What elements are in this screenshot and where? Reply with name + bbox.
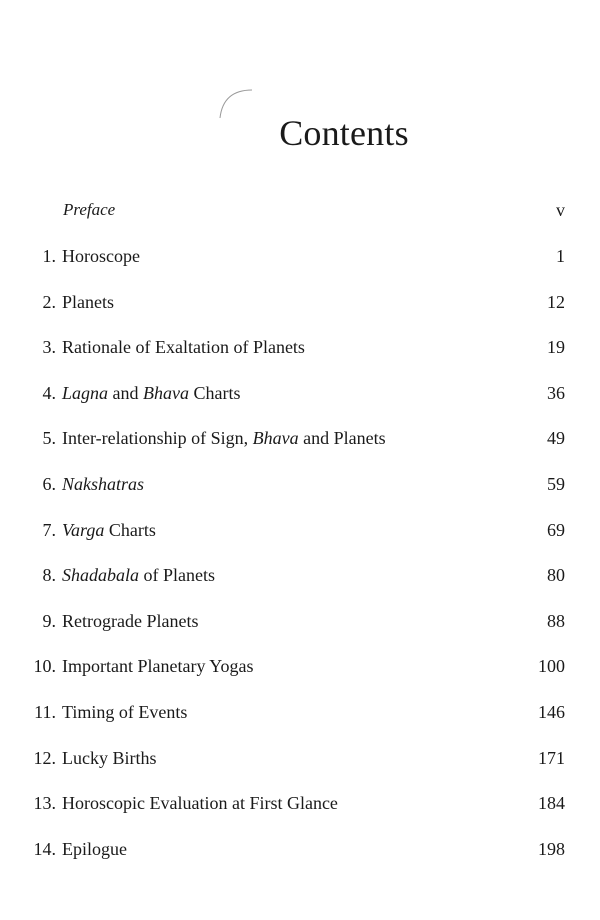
toc-entry-title [62, 697, 187, 727]
toc-entry [0, 651, 600, 681]
toc-entry-page: 12 [547, 291, 565, 312]
toc-entry-title-part: Rationale of Exaltation of Planets [62, 337, 305, 358]
toc-entry-title-part: Retrograde Planets [62, 610, 199, 631]
toc-entry-title [62, 515, 156, 545]
toc-entry-number: 8. [42, 565, 56, 586]
toc-entry-number: 14. [33, 838, 56, 859]
toc-entry [0, 515, 600, 545]
toc-entry-number: 2. [42, 291, 56, 312]
toc-entry-page: 88 [547, 610, 565, 631]
toc-entry [0, 332, 600, 362]
toc-entry-title [62, 241, 140, 271]
toc-entry-page: 100 [538, 656, 565, 677]
toc-entry-page: 69 [547, 519, 565, 540]
toc-entry-number: 3. [42, 337, 56, 358]
toc-entry-title [62, 834, 127, 864]
toc-entry-number: 10. [33, 656, 56, 677]
toc-entry-page: 59 [547, 474, 565, 494]
toc-entry-page: 184 [538, 793, 565, 814]
toc-entry [0, 423, 600, 453]
toc-entry-title-part: Charts [189, 382, 241, 403]
toc-entry-title-part: Lucky Births [62, 747, 157, 768]
toc-entry [0, 469, 600, 499]
toc-entry-page: 171 [538, 747, 565, 768]
toc-entry [0, 287, 600, 317]
toc-entry [0, 195, 600, 225]
toc-entry-title-part: and [108, 382, 144, 403]
toc-entry-title-part: Shadabala [62, 565, 140, 586]
toc-entry-title-part: of Planets [139, 565, 216, 586]
toc-entry-page: 1 [556, 246, 565, 266]
toc-entry-title-part: Bhava [252, 428, 299, 449]
toc-entry-title-part: Varga [62, 519, 105, 540]
toc-entry [0, 788, 600, 818]
toc-entry-number: 6. [42, 474, 56, 494]
toc-entry-title-part: Timing of Events [62, 702, 188, 722]
toc-entry-title-part: and Planets [298, 428, 386, 449]
toc-entry-title [62, 560, 215, 590]
toc-entry-number: 7. [42, 519, 56, 540]
toc-entry-number: 4. [42, 382, 56, 403]
toc-entry-title-part: Bhava [143, 382, 189, 403]
toc-entry-title [62, 606, 198, 636]
toc-entry-title-part: Horoscopic Evaluation at First Glance [62, 793, 338, 814]
toc-entry-title [62, 788, 338, 818]
toc-entry [0, 378, 600, 408]
toc-entry-title-part: Nakshatras [62, 474, 145, 494]
toc-entry-title [62, 743, 157, 773]
toc-entry-title-part: Epilogue [62, 838, 127, 859]
toc-entry-title [62, 423, 386, 453]
toc-entry-number: 12. [33, 747, 56, 768]
toc-entry [0, 241, 600, 271]
page-title: Contents [279, 113, 409, 153]
toc-entry-number: 13. [33, 793, 56, 814]
toc-entry-title [62, 287, 114, 317]
toc-entry-page: 49 [547, 428, 565, 449]
toc-entry-title-part: Charts [104, 519, 156, 540]
toc-entry-title-part: Planets [62, 291, 114, 312]
toc-entry-page: 146 [538, 702, 565, 722]
toc-entry-title-part: Preface [63, 200, 116, 219]
toc-entry-page: 19 [547, 337, 565, 358]
toc-entry-number: 5. [42, 428, 56, 449]
toc-entry-title-part: Horoscope [62, 246, 140, 266]
toc-entry-title-part: Important Planetary Yogas [62, 656, 254, 677]
toc-entry-title [62, 469, 144, 499]
toc-entry [0, 697, 600, 727]
toc-entry-title [63, 195, 115, 225]
toc-entry-title [62, 332, 305, 362]
toc-entry [0, 834, 600, 864]
toc-entry-page: 36 [547, 382, 565, 403]
toc-entry-title [62, 651, 253, 681]
toc-entry-page: v [556, 200, 565, 220]
toc-entry [0, 606, 600, 636]
toc-entry-number: 1. [42, 246, 56, 266]
toc-entry-title [62, 378, 241, 408]
toc-entry-title-part: Lagna [62, 382, 109, 403]
toc-entry-page: 198 [538, 838, 565, 859]
toc-entry-number: 9. [42, 610, 56, 631]
toc-entry [0, 560, 600, 590]
toc-entry-number: 11. [34, 702, 56, 722]
toc-entry [0, 743, 600, 773]
toc-entry-title-part: Inter-relationship of Sign, [62, 428, 253, 449]
toc-entry-page: 80 [547, 565, 565, 586]
